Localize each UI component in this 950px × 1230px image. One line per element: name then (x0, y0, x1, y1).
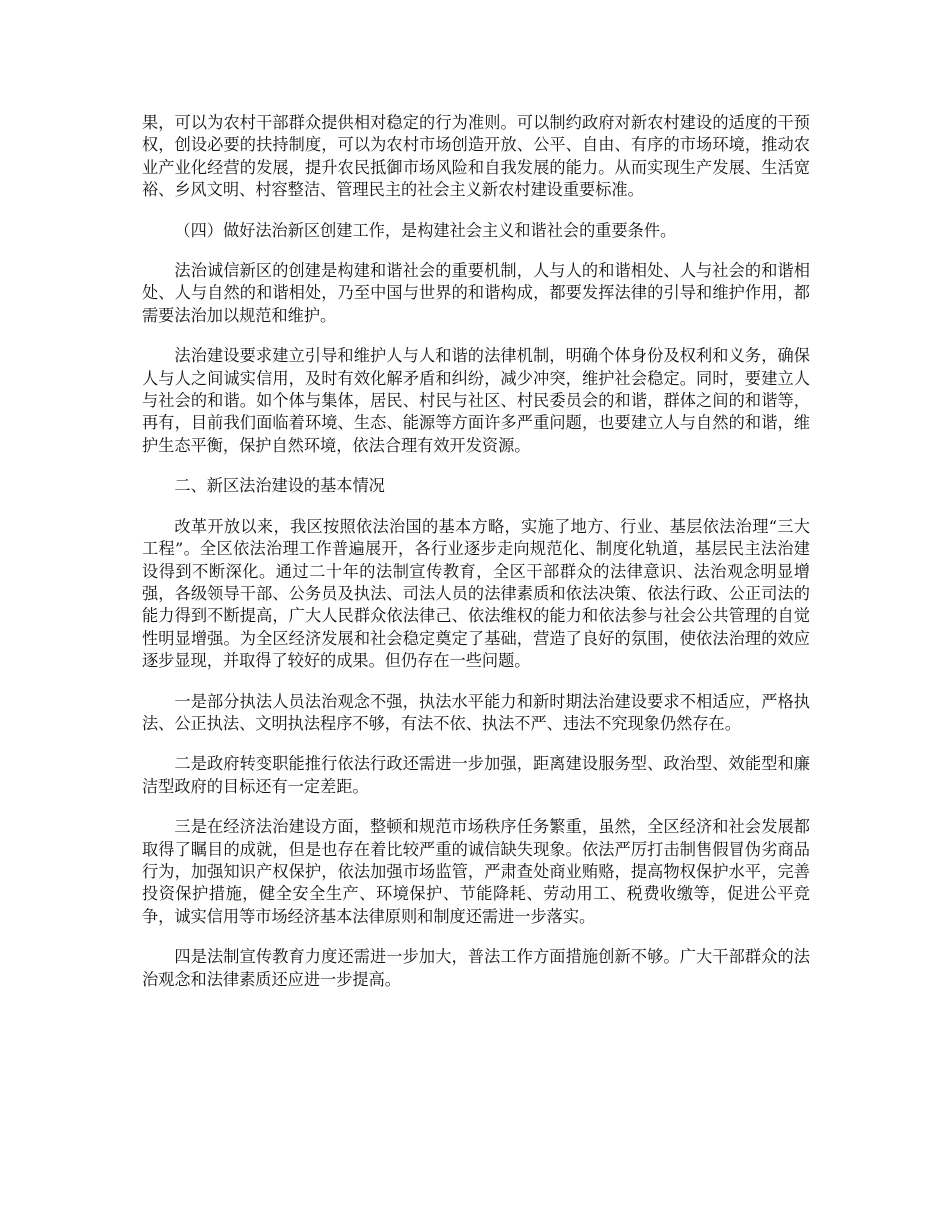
paragraph: 改革开放以来，我区按照依法治国的基本方略，实施了地方、行业、基层依法治理“三大工程”。全区依法治理工作普遍展开，各行业逐步走向规范化、制度化轨道，基层民主法治建设得到不断深化。通过二十年的法制宣传教育，全区干部群众的法律意识、法治观念明显增强，各级领导干部、公务员及执法、司法人员的法律素质和依法决策、依法行政、公正司法的能力得到不断提高，广大人民群众依法律己、依法维权的能力和依法参与社会公共管理的自觉性明显增强。为全区经济发展和社会稳定奠定了基础，营造了良好的氛围，使依法治理的效应逐步显现，并取得了较好的成果。但仍存在一些问题。 (142, 516, 810, 671)
paragraph-continuation: 果，可以为农村干部群众提供相对稳定的行为准则。可以制约政府对新农村建设的适度的干预权，创设必要的扶持制度，可以为农村市场创造开放、公平、自由、有序的市场环境，推动农业产业化经营的发展，提升农民抵御市场风险和自我发展的能力。从而实现生产发展、生活宽裕、乡风文明、村容整洁、管理民主的社会主义新农村建设重要标准。 (142, 113, 810, 200)
section-heading-two: 二、新区法治建设的基本情况 (174, 476, 385, 496)
paragraph: 法治诚信新区的创建是构建和谐社会的重要机制，人与人的和谐相处、人与社会的和谐相处、人与自然的和谐相处，乃至中国与世界的和谐构成，都要发挥法律的引导和维护作用，都需要法治加以规范和维护。 (142, 261, 810, 325)
paragraph-issue-one: 一是部分执法人员法治观念不强，执法水平能力和新时期法治建设要求不相适应，严格执法、公正执法、文明执法程序不够，有法不依、执法不严、违法不究现象仍然存在。 (142, 691, 810, 733)
paragraph-issue-four: 四是法制宣传教育力度还需进一步加大，普法工作方面措施创新不够。广大干部群众的法治观念和法律素质还应进一步提高。 (142, 947, 810, 989)
document-body (142, 112, 810, 1009)
paragraph-issue-three: 三是在经济法治建设方面，整顿和规范市场秩序任务繁重，虽然，全区经济和社会发展都取得了瞩目的成就，但是也存在着比较严重的诚信缺失现象。依法严厉打击制售假冒伪劣商品行为，加强知识产权保护，依法加强市场监管，严肃查处商业贿赂，提高物权保护水平，完善投资保护措施，健全安全生产、环境保护、节能降耗、劳动用工、税费收缴等，促进公平竞争，诚实信用等市场经济基本法律原则和制度还需进一步落实。 (142, 817, 810, 926)
section-heading-four: （四）做好法治新区创建工作，是构建社会主义和谐社会的重要条件。 (174, 220, 677, 240)
paragraph: 法治建设要求建立引导和维护人与人和谐的法律机制，明确个体身份及权利和义务，确保人与人之间诚实信用，及时有效化解矛盾和纠纷，减少冲突，维护社会稳定。同时，要建立人与社会的和谐。如个体与集体，居民、村民与社区、村民委员会的和谐，群体之间的和谐等，再有，目前我们面临着环境、生态、能源等方面许多严重问题，也要建立人与自然的和谐，维护生态平衡，保护自然环境，依法合理有效开发资源。 (142, 346, 810, 455)
paragraph-issue-two: 二是政府转变职能推行依法行政还需进一步加强，距离建设服务型、政治型、效能型和廉洁型政府的目标还有一定差距。 (142, 754, 810, 796)
